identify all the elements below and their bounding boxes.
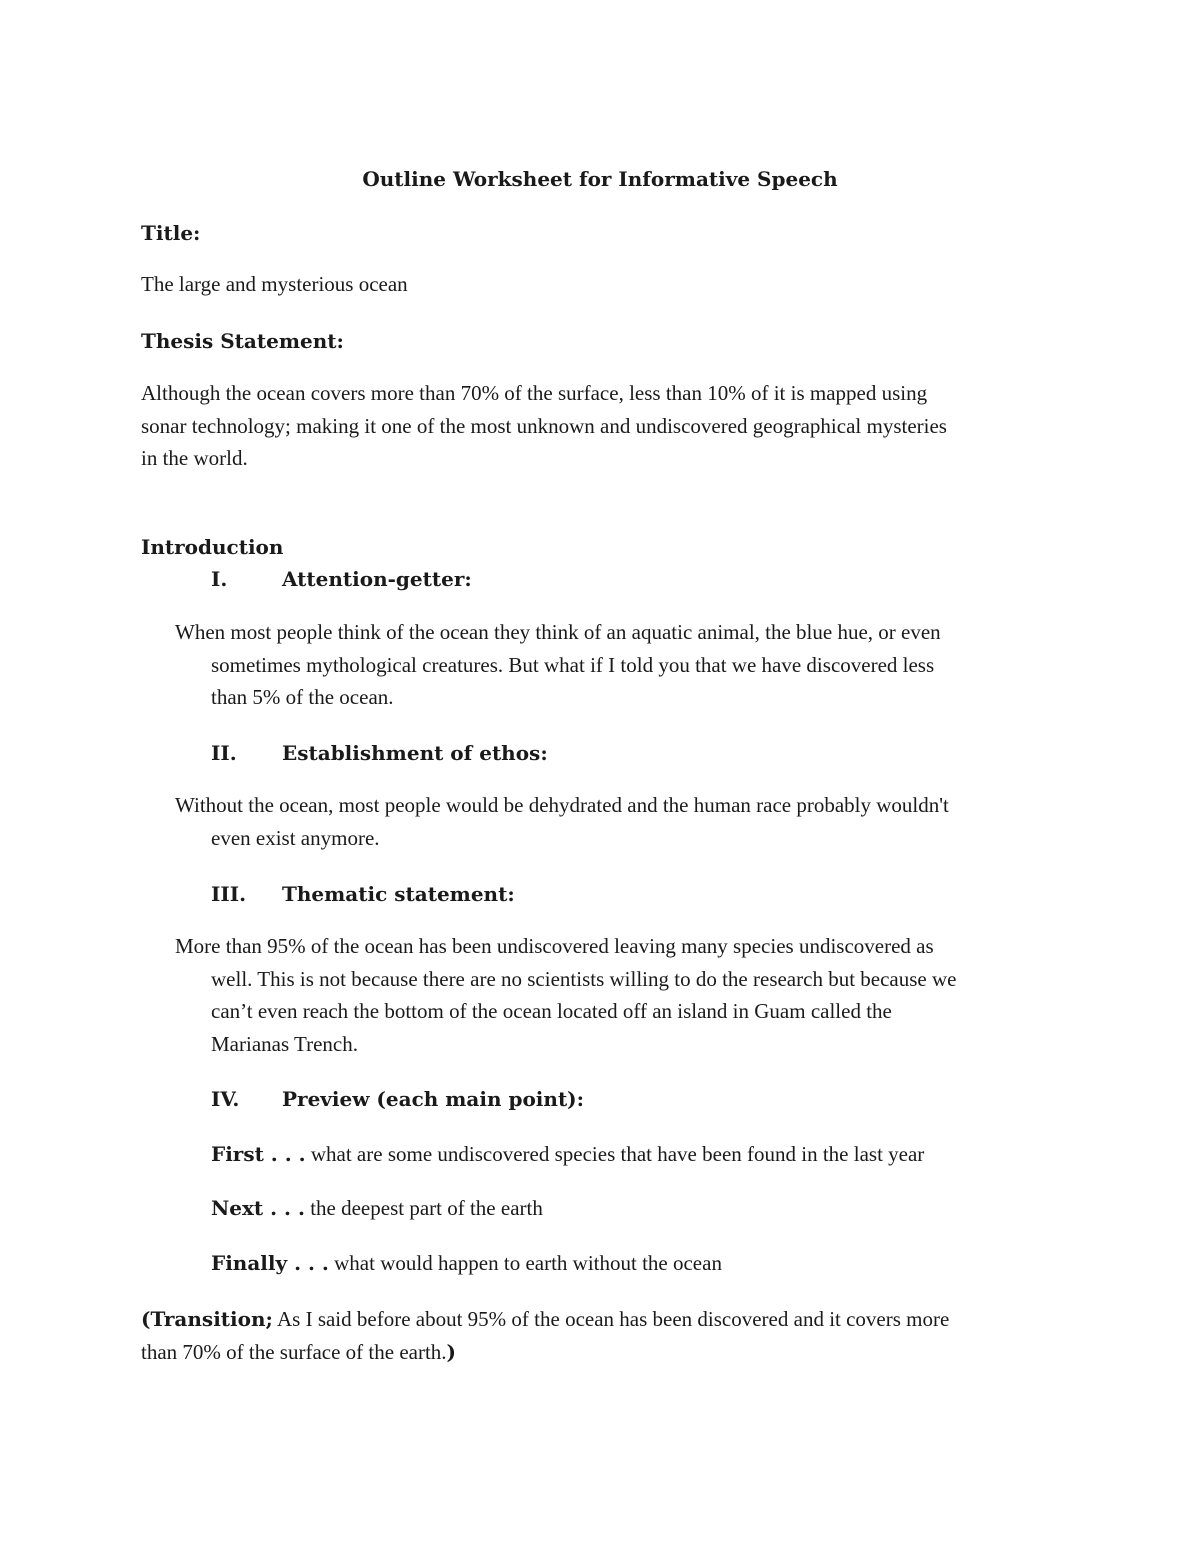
preview-item	[211, 1195, 543, 1221]
transition-line	[141, 1303, 949, 1336]
section-title: Establishment of ethos:	[282, 741, 548, 765]
document-title: Outline Worksheet for Informative Speech	[362, 167, 838, 191]
transition-text: As I said before about 95% of the ocean has been discovered and it covers more	[272, 1307, 950, 1331]
paragraph-line: well. This is not because there are no scientists willing to do the research but because we	[211, 966, 957, 991]
preview-text: what would happen to earth without the ocean	[328, 1251, 722, 1275]
introduction-heading: Introduction	[141, 535, 284, 559]
thesis-line: Although the ocean covers more than 70% of the surface, less than 10% of it is mapped using	[141, 381, 928, 405]
preview-lead: Finally . . .	[211, 1251, 329, 1275]
paragraph-line: Marianas Trench.	[211, 1031, 358, 1056]
thematic-text	[175, 930, 956, 1060]
preview-lead: Next . . .	[211, 1196, 305, 1220]
transition-paragraph	[141, 1303, 949, 1368]
thesis-line: in the world.	[141, 446, 248, 470]
section-heading	[211, 740, 548, 766]
section-heading	[211, 1086, 584, 1112]
section-numeral: I.	[211, 567, 228, 591]
preview-item	[211, 1141, 924, 1167]
transition-open: (Transition;	[141, 1307, 273, 1331]
section-numeral: III.	[211, 882, 247, 906]
section-title: Preview (each main point):	[282, 1087, 585, 1111]
preview-text: the deepest part of the earth	[304, 1196, 543, 1220]
transition-close: )	[446, 1339, 457, 1364]
paragraph-line: Without the ocean, most people would be dehydrated and the human race probably wouldn't	[175, 793, 949, 817]
thesis-statement	[141, 377, 947, 475]
transition-line	[141, 1336, 949, 1369]
paragraph-line: even exist anymore.	[211, 825, 380, 850]
transition-text: than 70% of the surface of the earth.	[141, 1339, 447, 1364]
section-title: Attention-getter:	[282, 567, 472, 591]
section-numeral: IV.	[211, 1087, 240, 1111]
preview-item	[211, 1250, 722, 1276]
title-label: Title:	[141, 221, 201, 245]
preview-lead: First . . .	[211, 1142, 306, 1166]
title-value: The large and mysterious ocean	[141, 272, 408, 296]
section-heading	[211, 566, 472, 592]
paragraph-line: can’t even reach the bottom of the ocean located off an island in Guam called the	[211, 999, 892, 1023]
paragraph-line: than 5% of the ocean.	[211, 685, 394, 709]
section-numeral: II.	[211, 741, 237, 765]
thesis-label: Thesis Statement:	[141, 329, 344, 353]
ethos-text	[175, 789, 949, 854]
attention-getter-text	[175, 616, 941, 714]
paragraph-line: More than 95% of the ocean has been undiscovered leaving many species undiscovered as	[175, 934, 934, 958]
preview-text: what are some undiscovered species that have been found in the last year	[305, 1142, 925, 1166]
paragraph-line: When most people think of the ocean they think of an aquatic animal, the blue hue, or even	[175, 620, 941, 644]
section-title: Thematic statement:	[282, 882, 515, 906]
thesis-line: sonar technology; making it one of the most unknown and undiscovered geographical mysteries	[141, 413, 947, 438]
paragraph-line: sometimes mythological creatures. But what if I told you that we have discovered less	[211, 652, 935, 677]
section-heading	[211, 881, 515, 907]
